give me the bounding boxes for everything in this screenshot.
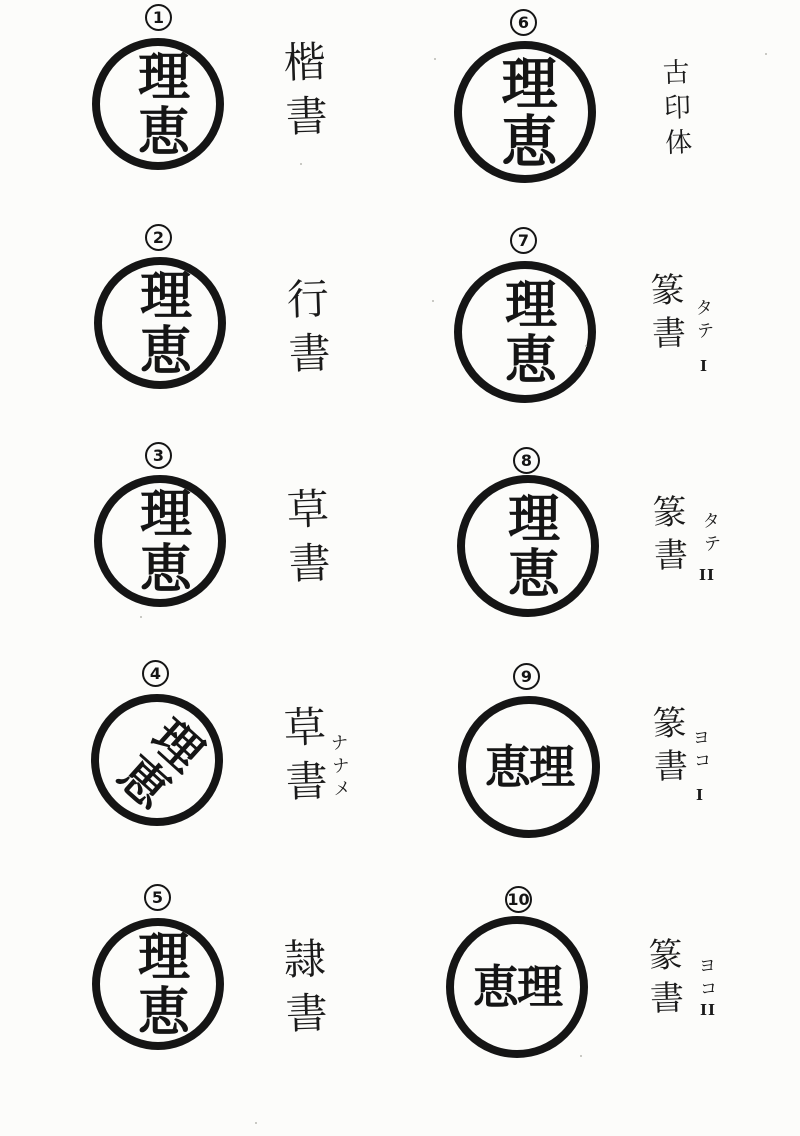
scan-speck [432, 300, 434, 302]
item-number: 4 [149, 663, 162, 683]
style-label: 篆書 [645, 493, 689, 581]
item-number-badge [145, 224, 172, 251]
scan-speck [580, 1055, 582, 1057]
style-label: 古印体 [657, 57, 692, 164]
seal-characters: 理恵 [498, 491, 559, 601]
item-number: 5 [151, 887, 164, 907]
scan-speck [255, 1122, 257, 1124]
item-number: 2 [152, 227, 165, 247]
style-label: 隷書 [277, 936, 330, 1046]
item-number: 8 [520, 450, 533, 470]
annotation-numeral: I [700, 357, 709, 375]
scan-speck [585, 345, 587, 347]
item-number-badge [513, 447, 540, 474]
item-number-badge [142, 660, 169, 687]
item-number: 3 [152, 445, 165, 465]
item-number: 10 [507, 889, 530, 909]
item-number-badge [145, 442, 172, 469]
style-label: 草書 [277, 704, 330, 814]
annotation-numeral: II [699, 566, 716, 584]
orientation-annotation: ヨコ [694, 955, 719, 1003]
style-label: 篆書 [645, 704, 689, 792]
style-label: 篆書 [643, 271, 687, 359]
seal-characters: 理恵 [128, 49, 189, 159]
seal-stamp-impression [94, 257, 226, 389]
item-number: 6 [517, 12, 530, 32]
seal-characters: 理恵 [495, 277, 556, 387]
scan-speck [434, 58, 436, 60]
item-number-badge [144, 884, 171, 911]
seal-characters: 理恵 [130, 268, 191, 378]
item-number-badge [513, 663, 540, 690]
annotation-numeral: II [700, 1001, 717, 1019]
style-label: 篆書 [641, 936, 685, 1024]
orientation-annotation: ナナメ [327, 732, 352, 803]
scan-speck [765, 53, 767, 55]
item-number: 9 [520, 666, 533, 686]
seal-characters: 理恵 [128, 929, 189, 1039]
seal-stamp-impression [94, 475, 226, 607]
orientation-annotation: タテ [691, 297, 716, 345]
seal-stamp-impression [446, 916, 588, 1058]
seal-stamp-impression [454, 261, 596, 403]
seal-stamp-impression [92, 918, 224, 1050]
annotation-numeral: I [696, 786, 705, 804]
seal-stamp-impression [92, 38, 224, 170]
item-number-badge [145, 4, 172, 31]
seal-characters: 恵理 [485, 739, 573, 794]
style-label: 行書 [280, 276, 333, 386]
item-number-badge [510, 9, 537, 36]
style-label: 楷書 [277, 39, 330, 149]
item-number: 7 [517, 230, 530, 250]
seal-characters: 理恵 [492, 54, 558, 170]
item-number: 1 [152, 7, 165, 27]
scan-speck [140, 616, 142, 618]
scan-speck [300, 163, 302, 165]
orientation-annotation: タテ [698, 510, 723, 558]
seal-stamp-impression [457, 475, 599, 617]
seal-characters: 理恵 [130, 486, 191, 596]
item-number-badge [510, 227, 537, 254]
seal-stamp-impression [91, 694, 223, 826]
seal-characters: 理恵 [103, 704, 212, 817]
orientation-annotation: ヨコ [688, 727, 713, 775]
style-label: 草書 [280, 486, 333, 596]
seal-characters: 恵理 [473, 959, 561, 1014]
seal-stamp-impression [458, 696, 600, 838]
seal-stamp-impression [454, 41, 596, 183]
item-number-badge [505, 886, 532, 913]
